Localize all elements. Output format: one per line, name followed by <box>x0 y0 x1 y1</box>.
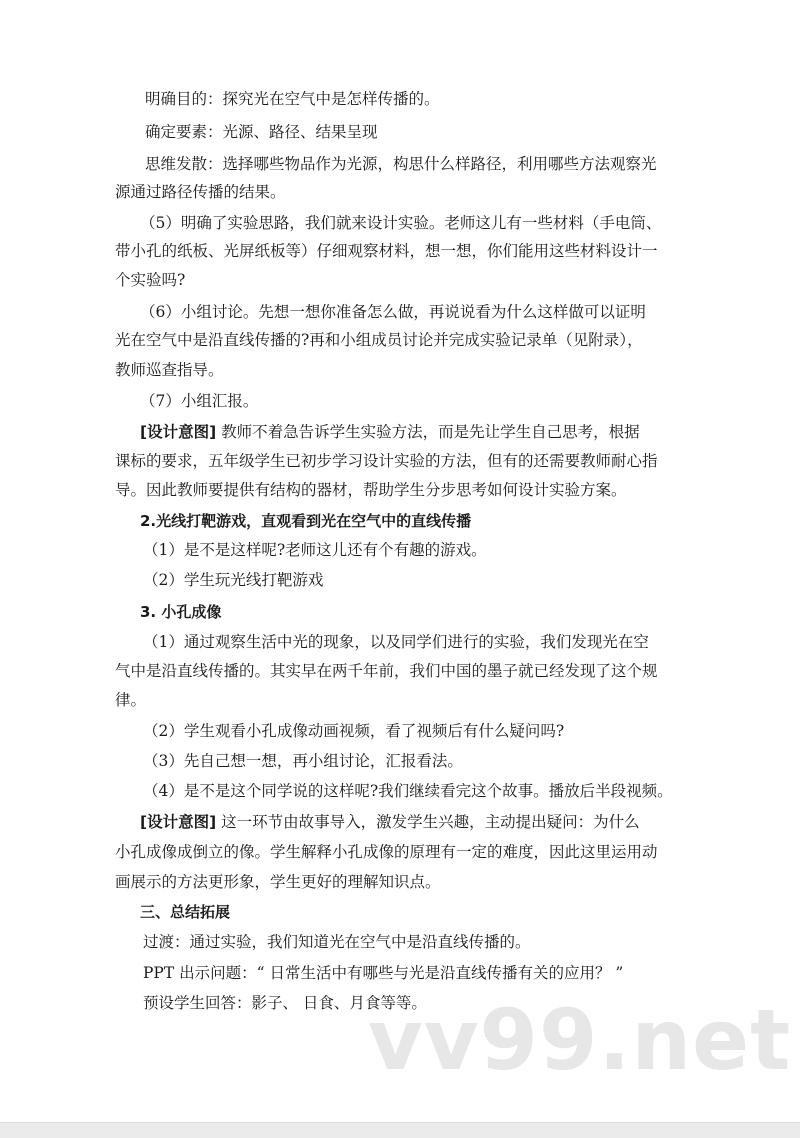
text-line: 明确目的：探究光在空气中是怎样传播的。 <box>145 90 440 108</box>
text-line <box>140 812 715 832</box>
text-line: 课标的要求，五年级学生已初步学习设计实验的方法，但有的还需要教师耐心指 <box>115 452 658 470</box>
text-line: 教师巡查指导。 <box>115 361 224 379</box>
text-line: （5）明确了实验思路，我们就来设计实验。老师这儿有一些材料（手电筒、 <box>140 214 662 232</box>
text-line: 预设学生回答：影子、 日食、月食等等。 <box>143 994 427 1012</box>
text-line: 小孔成像成倒立的像。学生解释小孔成像的原理有一定的难度，因此这里运用动 <box>115 843 658 861</box>
section-heading: 3. 小孔成像 <box>140 603 222 621</box>
text-line: 思维发散：选择哪些物品作为光源，构思什么样路径，利用哪些方法观察光 <box>145 155 657 173</box>
text-line: 源通过路径传播的结果。 <box>115 183 286 201</box>
design-intent-label: [设计意图] <box>140 423 217 441</box>
design-intent-label: [设计意图] <box>140 813 217 831</box>
text-line: 带小孔的纸板、光屏纸板等）仔细观察材料，想一想，你们能用这些材料设计一 <box>115 242 658 260</box>
text-line: （1）通过观察生活中光的现象，以及同学们进行的实验，我们发现光在空 <box>143 633 649 651</box>
text-line: 确定要素：光源、路径、结果呈现 <box>145 123 378 141</box>
text-line: （7）小组汇报。 <box>140 392 259 410</box>
text-line: （3）先自己想一想，再小组讨论，汇报看法。 <box>143 752 463 770</box>
text-line: 律。 <box>115 691 147 709</box>
text-line: PPT 出示问题：“ 日常生活中有哪些与光是沿直线传播有关的应用？ ” <box>143 964 624 982</box>
design-intent-text: 教师不着急告诉学生实验方法，而是先让学生自己思考，根据 <box>221 423 640 441</box>
watermark: vv99.net <box>368 991 792 1089</box>
page-bottom-edge <box>0 1122 800 1138</box>
text-line: （2）学生玩光线打靶游戏 <box>143 571 324 589</box>
section-heading: 三、总结拓展 <box>140 903 231 921</box>
text-line: （1）是不是这样呢?老师这儿还有个有趣的游戏。 <box>143 541 487 559</box>
text-line <box>140 422 715 442</box>
text-line: 过渡：通过实验，我们知道光在空气中是沿直线传播的。 <box>143 933 531 951</box>
text-line: （2）学生观看小孔成像动画视频，看了视频后有什么疑问吗? <box>143 722 565 740</box>
text-line: 画展示的方法更形象，学生更好的理解知识点。 <box>115 873 441 891</box>
text-line: （4）是不是这个同学说的这样呢?我们继续看完这个故事。播放后半段视频。 <box>143 782 673 800</box>
text-line: （6）小组讨论。先想一想你准备怎么做，再说说看为什么这样做可以证明 <box>140 303 646 321</box>
text-line: 光在空气中是沿直线传播的?再和小组成员讨论并完成实验记录单（见附录）， <box>115 331 643 349</box>
text-line: 个实验吗? <box>115 271 186 289</box>
text-line: 气中是沿直线传播的。其实早在两千年前，我们中国的墨子就已经发现了这个规 <box>115 662 658 680</box>
design-intent-text: 这一环节由故事导入，激发学生兴趣，主动提出疑问：为什么 <box>221 813 640 831</box>
section-heading: 2.光线打靶游戏，直观看到光在空气中的直线传播 <box>140 512 472 530</box>
text-line: 导。因此教师要提供有结构的器材，帮助学生分步思考如何设计实验方案。 <box>115 481 627 499</box>
